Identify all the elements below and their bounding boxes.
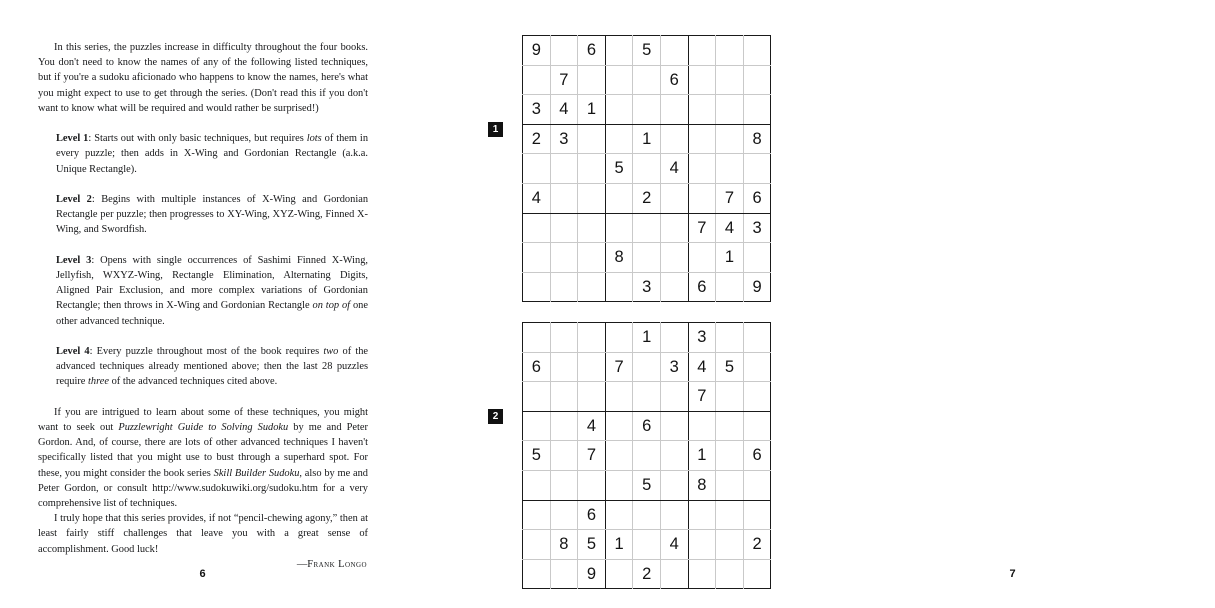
sudoku-cell-p1-r6c2[interactable] <box>550 183 578 213</box>
sudoku-cell-p1-r9c1[interactable] <box>523 272 551 302</box>
level-2-paragraph <box>38 192 368 238</box>
sudoku-cell-p1-r1c8[interactable] <box>716 36 744 66</box>
sudoku-cell-p1-r7c1[interactable] <box>523 213 551 243</box>
sudoku-cell-p1-r9c5[interactable]: 3 <box>633 272 661 302</box>
level-3-paragraph <box>38 253 368 329</box>
sudoku-cell-p1-r1c4[interactable] <box>605 36 633 66</box>
puzzle-1-grid-container[interactable] <box>522 35 771 302</box>
sudoku-cell-p1-r4c8[interactable] <box>716 124 744 154</box>
sudoku-cell-p2-r7c7[interactable] <box>688 500 716 530</box>
sudoku-cell-p1-r3c5[interactable] <box>633 95 661 125</box>
sudoku-cell-p2-r5c6[interactable] <box>660 441 688 471</box>
sudoku-cell-p2-r3c5[interactable] <box>633 382 661 412</box>
sudoku-cell-p2-r4c6[interactable] <box>660 411 688 441</box>
sudoku-cell-p2-r3c4[interactable] <box>605 382 633 412</box>
sudoku-cell-p2-r5c3[interactable]: 7 <box>578 441 606 471</box>
sudoku-cell-p2-r6c7[interactable]: 8 <box>688 470 716 500</box>
sudoku-cell-p1-r6c9[interactable]: 6 <box>743 183 771 213</box>
sudoku-cell-p2-r9c4[interactable] <box>605 559 633 589</box>
sudoku-cell-p2-r2c8[interactable]: 5 <box>716 352 744 382</box>
sudoku-row <box>523 382 771 412</box>
sudoku-cell-p2-r1c5[interactable]: 1 <box>633 323 661 353</box>
closing-paragraph-1 <box>38 405 368 511</box>
sudoku-cell-p1-r6c5[interactable]: 2 <box>633 183 661 213</box>
sudoku-cell-p2-r5c7[interactable]: 1 <box>688 441 716 471</box>
sudoku-cell-p1-r9c6[interactable] <box>660 272 688 302</box>
intro-paragraph-1: In this series, the puzzles increase in difficulty throughout the four books. You don't need to know the names of any of the following listed techniques, but if you're a sudoku aficionado who happens to know the names, here's what you might expect to use to get through the series. (Don't read this if you don't want to know what will be required and would rather be surprised!) <box>38 42 368 114</box>
sudoku-cell-p2-r5c5[interactable] <box>633 441 661 471</box>
level-1-paragraph <box>38 131 368 177</box>
sudoku-cell-p1-r1c5[interactable]: 5 <box>633 36 661 66</box>
paragraph-spacer <box>38 116 368 131</box>
sudoku-cell-p1-r5c4[interactable]: 5 <box>605 154 633 184</box>
sudoku-row <box>523 36 771 66</box>
sudoku-cell-p1-r3c6[interactable] <box>660 95 688 125</box>
sudoku-cell-p2-r9c8[interactable] <box>716 559 744 589</box>
sudoku-cell-p1-r3c2[interactable]: 4 <box>550 95 578 125</box>
sudoku-cell-p1-r6c1[interactable]: 4 <box>523 183 551 213</box>
sudoku-cell-p1-r4c1[interactable]: 2 <box>523 124 551 154</box>
level-2-text-a: : Begins with multiple instances of X-Wing and Gordonian Rectangle per puzzle; then progresses to XY-Wing, XYZ-Wing, Finned X-Wing, and Swordfish. <box>56 194 369 236</box>
sudoku-cell-p2-r7c2[interactable] <box>550 500 578 530</box>
sudoku-cell-p1-r7c4[interactable] <box>605 213 633 243</box>
sudoku-cell-p2-r2c4[interactable]: 7 <box>605 352 633 382</box>
sudoku-cell-p2-r6c6[interactable] <box>660 470 688 500</box>
sudoku-cell-p2-r1c8[interactable] <box>716 323 744 353</box>
sudoku-cell-p1-r3c8[interactable] <box>716 95 744 125</box>
sudoku-cell-p2-r2c1[interactable]: 6 <box>523 352 551 382</box>
sudoku-cell-p2-r9c2[interactable] <box>550 559 578 589</box>
sudoku-cell-p1-r1c7[interactable] <box>688 36 716 66</box>
sudoku-cell-p1-r9c9[interactable]: 9 <box>752 277 762 296</box>
sudoku-cell-p1-r2c6[interactable]: 6 <box>660 65 688 95</box>
sudoku-cell-p2-r5c4[interactable] <box>605 441 633 471</box>
sudoku-row <box>523 243 771 273</box>
sudoku-cell-p2-r4c9[interactable] <box>743 411 771 441</box>
book-title-puzzlewright-guide: Puzzlewright Guide to Solving Sudoku <box>118 422 289 433</box>
sudoku-cell-p2-r4c5[interactable]: 6 <box>633 411 661 441</box>
sudoku-cell-p2-r6c3[interactable] <box>578 470 606 500</box>
level-4-emphasis-2: three <box>88 376 109 388</box>
sudoku-cell-p2-r3c3[interactable] <box>578 382 606 412</box>
level-4-label: Level 4 <box>56 346 90 357</box>
sudoku-cell-p1-r8c5[interactable] <box>633 243 661 273</box>
level-4-text-b: of the advanced techniques already mentioned above; then the last 28 puzzles require <box>56 346 369 388</box>
sudoku-row <box>523 500 771 530</box>
level-3-text-a: : Opens with single occurrences of Sashimi Finned X-Wing, Jellyfish, WXYZ-Wing, Rectangle Elimination, Alternating Digits, Aligned Pair Exclusion, and more complex variations of Gordonian Rectangle; then throws in X-Wing and Gordonian Rectangle <box>56 254 369 312</box>
sudoku-cell-p2-r8c4[interactable]: 1 <box>605 530 633 560</box>
sudoku-cell-p2-r7c9[interactable] <box>743 500 771 530</box>
sudoku-cell-p2-r5c2[interactable] <box>550 441 578 471</box>
closing-paragraph-2: I truly hope that this series provides, if not “pencil-chewing agony,” then at least fairly stiff challenges that leave you with a great sense of accomplishment. Good luck! <box>38 513 368 555</box>
sudoku-cell-p1-r3c4[interactable] <box>605 95 633 125</box>
sudoku-cell-p1-r6c6[interactable] <box>660 183 688 213</box>
sudoku-cell-p2-r8c8[interactable] <box>716 530 744 560</box>
paragraph-spacer <box>38 329 368 344</box>
sudoku-cell-p2-r9c1[interactable] <box>523 559 551 589</box>
sudoku-cell-p1-r5c2[interactable] <box>550 154 578 184</box>
sudoku-cell-p2-r1c4[interactable] <box>605 323 633 353</box>
sudoku-row <box>523 124 771 154</box>
sudoku-row <box>523 530 771 560</box>
puzzle-2-grid-container[interactable] <box>522 322 771 589</box>
sudoku-cell-p2-r7c6[interactable] <box>660 500 688 530</box>
sudoku-cell-p1-r2c9[interactable] <box>743 65 771 95</box>
sudoku-cell-p1-r4c7[interactable] <box>688 124 716 154</box>
page-number-left: 6 <box>199 568 206 580</box>
sudoku-cell-p2-r4c3[interactable]: 4 <box>578 411 606 441</box>
sudoku-cell-p2-r6c8[interactable] <box>716 470 744 500</box>
sudoku-cell-p1-r8c8[interactable]: 1 <box>716 243 744 273</box>
sudoku-cell-p1-r2c3[interactable] <box>578 65 606 95</box>
sudoku-cell-p1-r2c2[interactable]: 7 <box>550 65 578 95</box>
sudoku-cell-p1-r8c1[interactable] <box>523 243 551 273</box>
sudoku-cell-p2-r1c7[interactable]: 3 <box>688 323 716 353</box>
sudoku-cell-p2-r1c9[interactable] <box>743 323 771 353</box>
sudoku-cell-p2-r1c1[interactable] <box>523 323 551 353</box>
sudoku-cell-p2-r2c6[interactable]: 3 <box>660 352 688 382</box>
sudoku-cell-p1-r2c5[interactable] <box>633 65 661 95</box>
sudoku-cell-p1-r2c4[interactable] <box>605 65 633 95</box>
sudoku-cell-p1-r9c2[interactable] <box>550 272 578 302</box>
sudoku-cell-p1-r9c8[interactable] <box>716 272 744 302</box>
sudoku-row <box>523 154 771 184</box>
level-4-emphasis-1: two <box>323 346 339 357</box>
sudoku-cell-p1-r6c7[interactable] <box>688 183 716 213</box>
sudoku-cell-p1-r5c9[interactable] <box>743 154 771 184</box>
sudoku-grid-1[interactable] <box>522 35 771 302</box>
sudoku-cell-p2-r9c7[interactable] <box>688 559 716 589</box>
paragraph-spacer <box>38 177 368 192</box>
puzzle-1-number-badge: 1 <box>488 122 503 137</box>
paragraph-spacer <box>38 390 368 405</box>
sudoku-cell-p1-r1c9[interactable] <box>743 36 771 66</box>
sudoku-cell-p1-r5c6[interactable]: 4 <box>660 154 688 184</box>
sudoku-cell-p2-r8c2[interactable]: 8 <box>550 530 578 560</box>
sudoku-cell-p1-r3c7[interactable] <box>688 95 716 125</box>
sudoku-row <box>523 65 771 95</box>
sudoku-cell-p1-r9c7[interactable]: 6 <box>688 272 716 302</box>
signature-name: Frank Longo <box>307 558 367 570</box>
sudoku-cell-p2-r8c6[interactable]: 4 <box>660 530 688 560</box>
sudoku-cell-p2-r1c6[interactable] <box>660 323 688 353</box>
sudoku-cell-p1-r8c3[interactable] <box>578 243 606 273</box>
sudoku-cell-p2-r2c3[interactable] <box>578 352 606 382</box>
level-1-text-b: of them in every puzzle; then adds in X-Wing and Gordonian Rectangle (a.k.a. Unique Rectangle). <box>56 133 369 175</box>
sudoku-cell-p1-r1c3[interactable]: 6 <box>578 36 606 66</box>
sudoku-cell-p1-r6c3[interactable] <box>578 183 606 213</box>
closing-text-c: , also by me and Peter Gordon, or consult http://www.sudokuwiki.org/sudoku.htm for a very comprehensive list of techniques. <box>38 467 368 510</box>
sudoku-cell-p2-r6c1[interactable] <box>523 470 551 500</box>
sudoku-row <box>523 183 771 213</box>
sudoku-cell-p2-r3c8[interactable] <box>716 382 744 412</box>
sudoku-row <box>523 470 771 500</box>
sudoku-cell-p1-r7c9[interactable]: 3 <box>743 213 771 243</box>
sudoku-cell-p2-r7c1[interactable] <box>523 500 551 530</box>
sudoku-cell-p2-r8c3[interactable]: 5 <box>578 530 606 560</box>
level-4-text-c: of the advanced techniques cited above. <box>109 376 278 388</box>
sudoku-cell-p1-r4c4[interactable] <box>605 124 633 154</box>
sudoku-cell-p2-r4c4[interactable] <box>605 411 633 441</box>
sudoku-cell-p2-r2c2[interactable] <box>550 352 578 382</box>
sudoku-cell-p2-r7c4[interactable] <box>605 500 633 530</box>
sudoku-cell-p2-r3c7[interactable]: 7 <box>688 382 716 412</box>
sudoku-cell-p1-r3c3[interactable]: 1 <box>578 95 606 125</box>
sudoku-row <box>523 441 771 471</box>
sudoku-cell-p1-r5c1[interactable] <box>523 154 551 184</box>
sudoku-cell-p1-r8c9[interactable] <box>743 243 771 273</box>
sudoku-grid-2[interactable] <box>522 322 771 589</box>
sudoku-cell-p1-r2c7[interactable] <box>688 65 716 95</box>
sudoku-cell-p1-r9c4[interactable] <box>605 272 633 302</box>
sudoku-cell-p1-r8c7[interactable] <box>688 243 716 273</box>
sudoku-cell-p1-r4c9[interactable]: 8 <box>743 124 771 154</box>
level-1-text-a: : Starts out with only basic techniques, but requires <box>88 133 307 145</box>
sudoku-cell-p2-r6c4[interactable] <box>605 470 633 500</box>
sudoku-cell-p2-r6c9[interactable] <box>743 470 771 500</box>
sudoku-cell-p1-r8c4[interactable]: 8 <box>605 243 633 273</box>
sudoku-cell-p2-r3c6[interactable] <box>660 382 688 412</box>
sudoku-cell-p1-r6c4[interactable] <box>605 183 633 213</box>
sudoku-cell-p1-r6c8[interactable]: 7 <box>716 183 744 213</box>
sudoku-cell-p2-r9c5[interactable]: 2 <box>633 559 661 589</box>
sudoku-cell-p2-r1c2[interactable] <box>550 323 578 353</box>
sudoku-cell-p2-r8c9[interactable]: 2 <box>743 530 771 560</box>
sudoku-cell-p1-r4c5[interactable]: 1 <box>633 124 661 154</box>
signature-dash: — <box>296 558 308 570</box>
sudoku-cell-p2-r8c1[interactable] <box>523 530 551 560</box>
sudoku-cell-p1-r7c2[interactable] <box>550 213 578 243</box>
sudoku-cell-p2-r3c1[interactable] <box>523 382 551 412</box>
sudoku-cell-p1-r1c1[interactable]: 9 <box>523 36 551 66</box>
sudoku-cell-p1-r8c2[interactable] <box>550 243 578 273</box>
level-3-label: Level 3 <box>56 254 92 266</box>
sudoku-row <box>523 559 771 589</box>
sudoku-row <box>523 411 771 441</box>
sudoku-cell-p2-r6c5[interactable]: 5 <box>633 470 661 500</box>
level-4-paragraph <box>38 344 368 390</box>
sudoku-cell-p2-r6c2[interactable] <box>550 470 578 500</box>
sudoku-cell-p2-r2c9[interactable] <box>743 352 771 382</box>
sudoku-cell-p1-r1c6[interactable] <box>660 36 688 66</box>
sudoku-row <box>523 95 771 125</box>
sudoku-cell-p2-r9c9[interactable] <box>743 559 771 589</box>
sudoku-cell-p2-r2c5[interactable] <box>633 352 661 382</box>
sudoku-cell-p1-r9c3[interactable] <box>578 272 606 302</box>
sudoku-cell-p1-r7c6[interactable] <box>660 213 688 243</box>
right-page <box>405 0 1016 608</box>
sudoku-cell-p2-r4c7[interactable] <box>688 411 716 441</box>
level-3-emphasis: on top of <box>312 300 351 312</box>
sudoku-cell-p2-r4c1[interactable] <box>523 411 551 441</box>
closing-text-a: If you are intrigued to learn about some of these techniques, you might want to seek out <box>38 406 368 433</box>
sudoku-cell-p2-r5c8[interactable] <box>716 441 744 471</box>
level-1-label: Level 1 <box>56 133 89 145</box>
sudoku-cell-p1-r4c6[interactable] <box>660 124 688 154</box>
sudoku-cell-p2-r3c2[interactable] <box>550 382 578 412</box>
sudoku-cell-p1-r7c7[interactable]: 7 <box>688 213 716 243</box>
page-number-right: 7 <box>1009 568 1016 580</box>
sudoku-cell-p2-r8c7[interactable] <box>688 530 716 560</box>
sudoku-cell-p1-r7c8[interactable]: 4 <box>716 213 744 243</box>
sudoku-cell-p2-r7c3[interactable]: 6 <box>578 500 606 530</box>
sudoku-cell-p2-r2c7[interactable]: 4 <box>688 352 716 382</box>
sudoku-cell-p1-r4c3[interactable] <box>578 124 606 154</box>
sudoku-cell-p1-r4c2[interactable]: 3 <box>550 124 578 154</box>
sudoku-cell-p1-r5c8[interactable] <box>716 154 744 184</box>
sudoku-cell-p2-r4c8[interactable] <box>716 411 744 441</box>
book-title-skill-builder: Skill Builder Sudoku <box>213 467 300 479</box>
sudoku-cell-p1-r3c9[interactable] <box>743 95 771 125</box>
sudoku-cell-p2-r5c1[interactable]: 5 <box>523 441 551 471</box>
sudoku-cell-p1-r1c2[interactable] <box>550 36 578 66</box>
sudoku-cell-p1-r2c1[interactable] <box>523 65 551 95</box>
introduction-text-column <box>38 40 368 582</box>
sudoku-cell-p2-r5c9[interactable]: 6 <box>743 441 771 471</box>
sudoku-cell-p1-r5c7[interactable] <box>688 154 716 184</box>
puzzle-2-number-badge: 2 <box>488 409 503 424</box>
level-1-emphasis: lots <box>306 133 322 145</box>
closing-text-b: by me and Peter Gordon. And, of course, there are lots of other advanced techniques I haven't specifically listed that you might use to bust through a superhard spot. For these, you might consider the book series <box>38 422 368 479</box>
sudoku-cell-p2-r9c6[interactable] <box>660 559 688 589</box>
sudoku-cell-p1-r5c3[interactable] <box>578 154 606 184</box>
left-page <box>0 0 405 608</box>
sudoku-row <box>523 272 771 302</box>
sudoku-row <box>523 352 771 382</box>
sudoku-row <box>523 323 771 353</box>
sudoku-cell-p1-r7c5[interactable] <box>633 213 661 243</box>
sudoku-cell-p1-r5c5[interactable] <box>633 154 661 184</box>
sudoku-cell-p1-r7c3[interactable] <box>578 213 606 243</box>
sudoku-cell-p2-r8c5[interactable] <box>633 530 661 560</box>
sudoku-row <box>523 213 771 243</box>
sudoku-cell-p1-r3c1[interactable]: 3 <box>523 95 551 125</box>
sudoku-cell-p2-r9c3[interactable]: 9 <box>578 559 606 589</box>
paragraph-spacer <box>38 238 368 253</box>
sudoku-cell-p2-r7c5[interactable] <box>633 500 661 530</box>
sudoku-cell-p2-r4c2[interactable] <box>550 411 578 441</box>
level-2-label: Level 2 <box>56 194 92 205</box>
sudoku-cell-p2-r1c3[interactable] <box>578 323 606 353</box>
sudoku-cell-p1-r2c8[interactable] <box>716 65 744 95</box>
level-4-text-a: : Every puzzle throughout most of the book requires <box>89 346 324 357</box>
sudoku-cell-p2-r7c8[interactable] <box>716 500 744 530</box>
sudoku-cell-p1-r8c6[interactable] <box>660 243 688 273</box>
sudoku-cell-p2-r3c9[interactable] <box>743 382 771 412</box>
level-3-text-b: one other advanced technique. <box>56 300 368 327</box>
